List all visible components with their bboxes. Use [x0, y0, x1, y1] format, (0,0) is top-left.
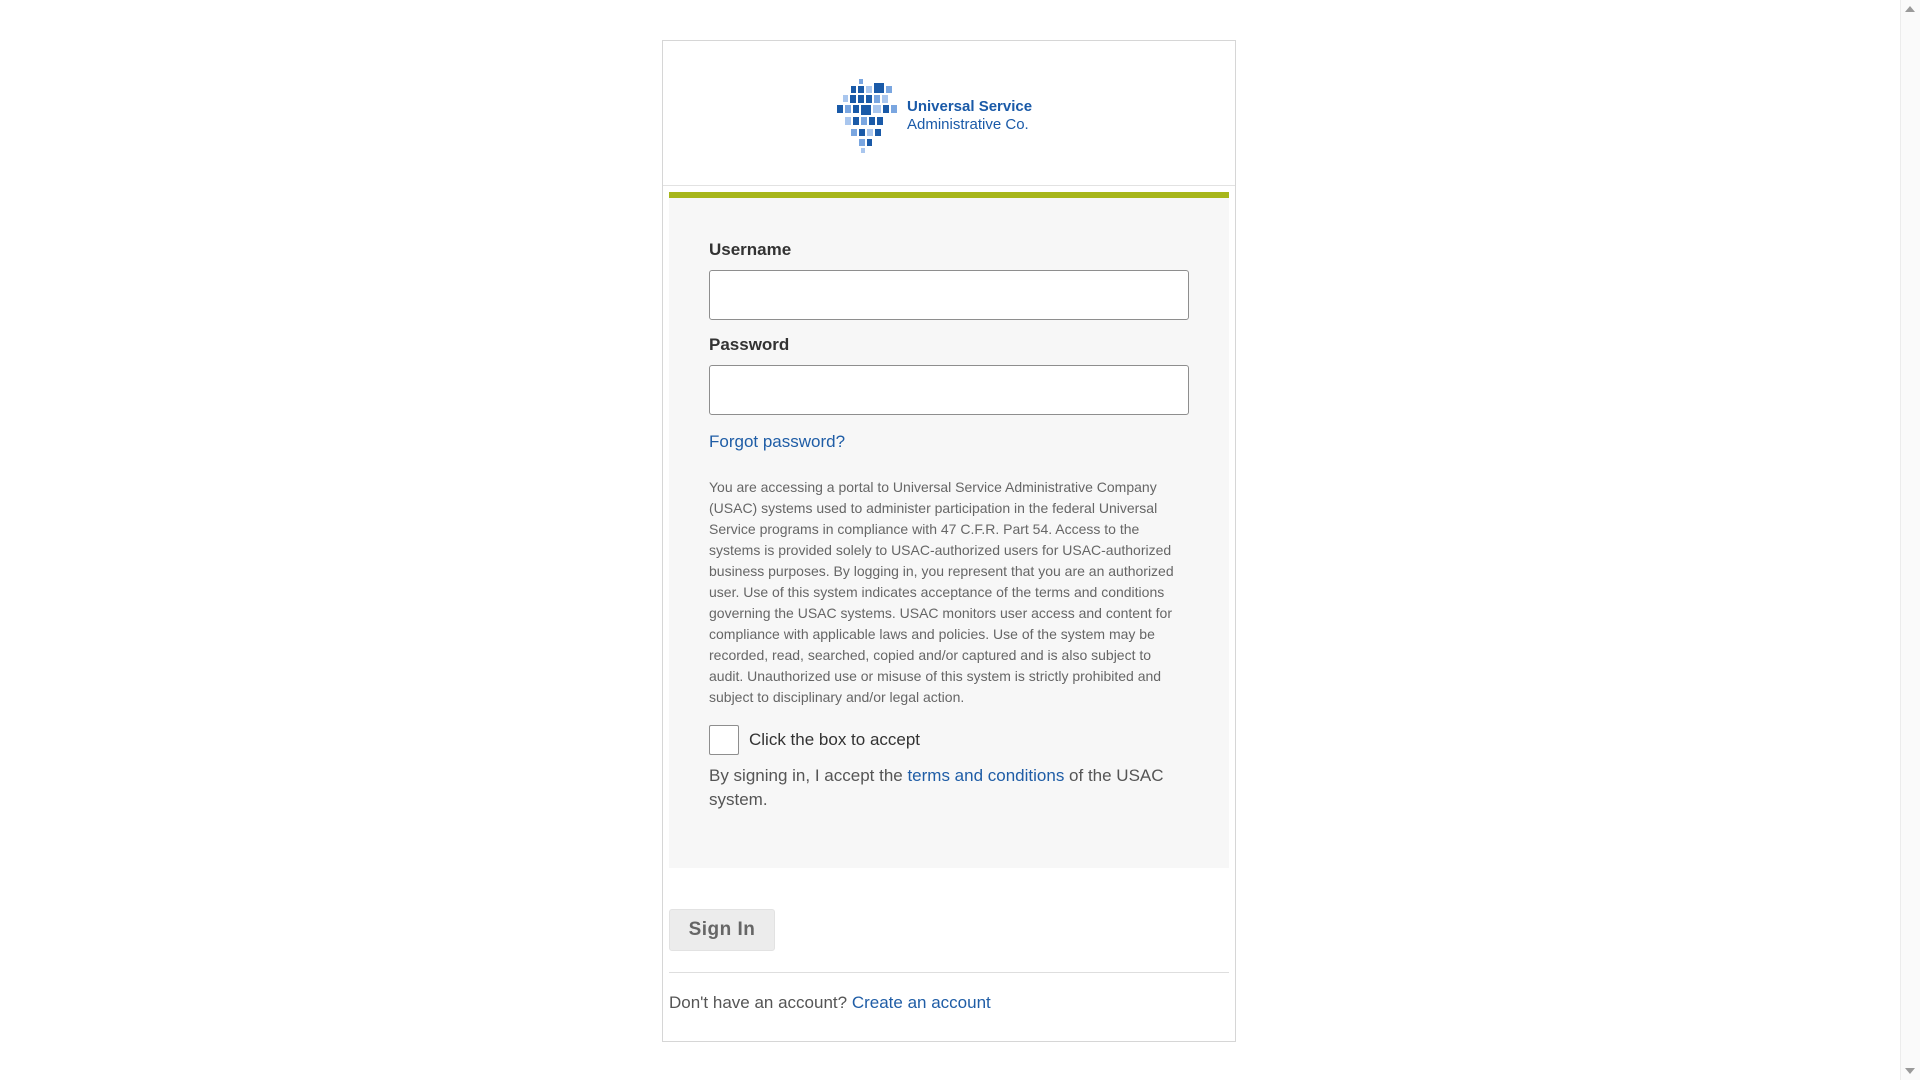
username-label: Username: [709, 240, 792, 259]
brand-name-line1: Universal Service: [907, 98, 1033, 115]
password-label: Password: [709, 335, 790, 354]
usage-notice: You are accessing a portal to Universal Service Administrative Company (USAC) systems used to administer participation in the federal Universal Service programs in compliance with 47 C.F.R. Part 54. Access to the systems is provided solely to USAC-authorized users for USAC-authorized business purposes. By logging in, you represent that you are an authorized user. Use of this system indicates acceptance of the terms and conditions governing the USAC systems. USAC monitors user access and content for compliance with applicable laws and policies. Use of the system may be recorded, read, searched, copied and/or captured and is also subject to audit. Unauthorized use or misuse of this system is strictly prohibited and subject to disciplinary and/or legal action.: [709, 479, 1174, 705]
login-form-panel: [669, 192, 1229, 868]
accept-label: Click the box to accept: [749, 730, 921, 749]
terms-suffix: of the USAC system.: [709, 766, 1164, 809]
brand-name: [907, 98, 1032, 134]
login-card: [662, 40, 1236, 1042]
terms-statement: [709, 764, 1189, 812]
page-scrollbar[interactable]: [1900, 0, 1920, 1080]
create-account-row: [669, 993, 991, 1013]
create-account-link[interactable]: Create an account: [851, 993, 991, 1012]
accept-row: [709, 725, 920, 755]
terms-link[interactable]: terms and conditions: [907, 766, 1065, 785]
terms-prefix: By signing in, I accept the: [709, 766, 908, 785]
brand-name-line2: Administrative Co.: [907, 116, 1029, 133]
no-account-text: Don't have an account?: [669, 993, 852, 1012]
forgot-password-link[interactable]: Forgot password?: [709, 432, 846, 451]
usac-logo: [837, 79, 1032, 153]
sign-in-button[interactable]: Sign In: [669, 909, 775, 951]
scroll-up-icon[interactable]: [1905, 6, 1915, 12]
username-input[interactable]: [709, 270, 1189, 320]
logo-header: [663, 41, 1235, 186]
accept-checkbox[interactable]: [709, 725, 739, 755]
scroll-down-icon[interactable]: [1905, 1068, 1915, 1074]
usac-logo-icon: [837, 79, 903, 153]
divider: [669, 972, 1229, 973]
password-input[interactable]: [709, 365, 1189, 415]
